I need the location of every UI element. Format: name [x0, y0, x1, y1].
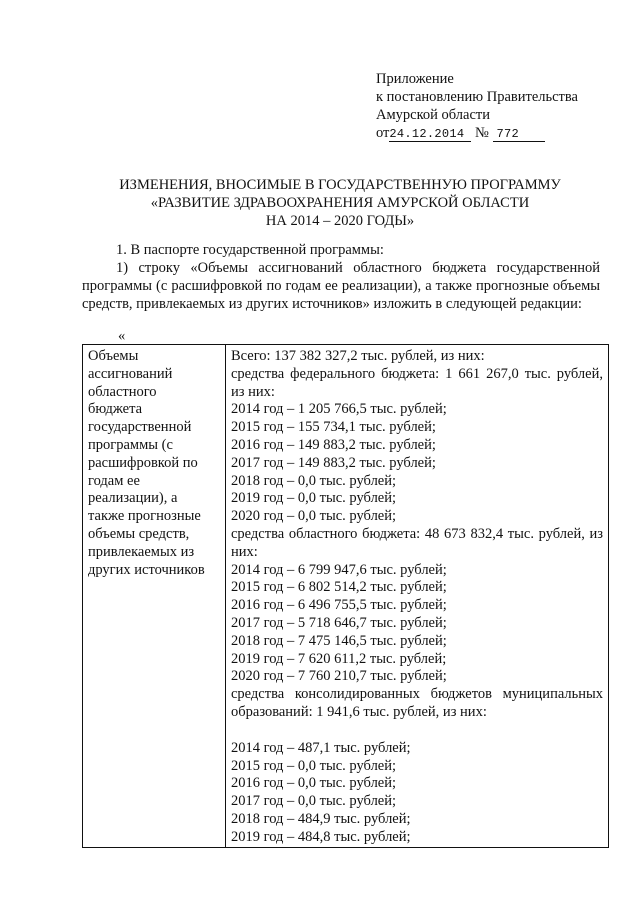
appendix-resolution: к постановлению Правительства	[376, 89, 578, 105]
intro-text	[82, 241, 600, 313]
label-line: объемы средств,	[88, 525, 190, 542]
federal-year: 2018 год – 0,0 тыс. рублей;	[231, 472, 397, 489]
row-value-cell	[226, 345, 609, 848]
blank-line	[231, 722, 603, 740]
municipal-year: 2015 год – 0,0 тыс. рублей;	[231, 757, 397, 774]
total-amount: Всего: 137 382 327,2 тыс. рублей, из них:	[231, 348, 485, 364]
regional-year: 2018 год – 7 475 146,5 тыс. рублей;	[231, 632, 447, 649]
row-label-cell	[83, 345, 226, 848]
label-line: программы (с	[88, 436, 173, 453]
regional-year: 2019 год – 7 620 611,2 тыс. рублей;	[231, 650, 447, 667]
label-line: реализации), а	[88, 490, 178, 507]
federal-year: 2014 год – 1 205 766,5 тыс. рублей;	[231, 401, 447, 418]
municipal-year: 2017 год – 0,0 тыс. рублей;	[231, 793, 397, 810]
number-label: №	[475, 125, 489, 141]
regional-year: 2015 год – 6 802 514,2 тыс. рублей;	[231, 579, 447, 596]
item-paragraph: 1) строку «Объемы ассигнований областного бюджета государственной программы (с расшифровкой по годам ее реализации), а также прогнозные объемы средств, привлекаемых из других источников» изложить в следующей редакции:	[82, 260, 600, 312]
label-line: бюджета	[88, 401, 143, 418]
appendix-region: Амурской области	[376, 107, 490, 123]
passport-table	[82, 344, 609, 848]
municipal-year: 2019 год – 484,8 тыс. рублей;	[231, 828, 411, 845]
appendix-title: Приложение	[376, 71, 454, 87]
appendix-date-number	[376, 124, 578, 142]
label-line: других источников	[88, 561, 205, 578]
section-heading: 1. В паспорте государственной программы:	[116, 242, 384, 258]
municipal-year: 2014 год – 487,1 тыс. рублей;	[231, 739, 411, 756]
resolution-number: 772	[493, 127, 545, 142]
federal-header: средства федерального бюджета: 1 661 267,0 тыс. рублей, из них:	[231, 365, 603, 400]
document-title	[40, 176, 640, 230]
regional-header: средства областного бюджета: 48 673 832,4 тыс. рублей, из них:	[231, 525, 603, 560]
title-line-3: НА 2014 – 2020 ГОДЫ»	[265, 213, 415, 229]
resolution-date: 24.12.2014	[389, 127, 471, 142]
municipal-year: 2016 год – 0,0 тыс. рублей;	[231, 775, 397, 792]
table-row	[83, 345, 609, 848]
federal-year: 2016 год – 149 883,2 тыс. рублей;	[231, 436, 436, 453]
federal-year: 2020 год – 0,0 тыс. рублей;	[231, 508, 397, 525]
open-quote: «	[118, 328, 126, 344]
title-line-1: ИЗМЕНЕНИЯ, ВНОСИМЫЕ В ГОСУДАРСТВЕННУЮ ПРОГРАММУ	[119, 177, 561, 193]
regional-year: 2020 год – 7 760 210,7 тыс. рублей;	[231, 668, 447, 685]
label-line: Объемы	[88, 348, 139, 364]
municipal-year: 2018 год – 484,9 тыс. рублей;	[231, 810, 411, 827]
federal-year: 2015 год – 155 734,1 тыс. рублей;	[231, 419, 436, 436]
label-line: расшифровкой по	[88, 454, 198, 471]
label-line: годам ее	[88, 472, 140, 489]
federal-year: 2017 год – 149 883,2 тыс. рублей;	[231, 454, 436, 471]
label-line: ассигнований	[88, 365, 173, 382]
regional-year: 2014 год – 6 799 947,6 тыс. рублей;	[231, 561, 447, 578]
label-line: государственной	[88, 419, 192, 436]
title-line-2: «РАЗВИТИЕ ЗДРАВООХРАНЕНИЯ АМУРСКОЙ ОБЛАСТИ	[150, 195, 530, 211]
appendix-block	[376, 70, 578, 142]
regional-year: 2016 год – 6 496 755,5 тыс. рублей;	[231, 597, 447, 614]
regional-year: 2017 год – 5 718 646,7 тыс. рублей;	[231, 614, 447, 631]
label-line: также прогнозные	[88, 508, 201, 525]
federal-year: 2019 год – 0,0 тыс. рублей;	[231, 490, 397, 507]
date-prefix: от	[376, 125, 390, 141]
label-line: привлекаемых из	[88, 543, 195, 560]
municipal-header: средства консолидированных бюджетов муниципальных образований: 1 941,6 тыс. рублей, из них:	[231, 686, 603, 720]
label-line: областного	[88, 383, 157, 400]
